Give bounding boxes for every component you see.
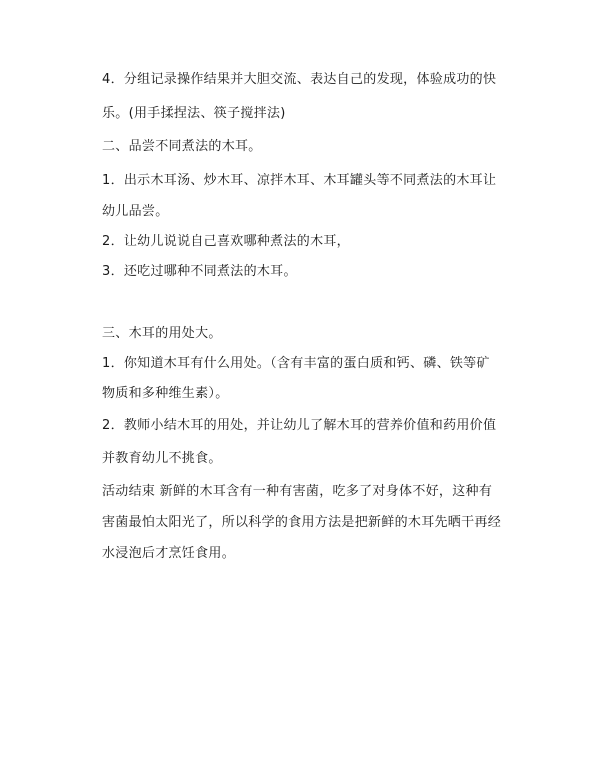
paragraph-line-2-3: 3．还吃过哪种不同煮法的木耳。 xyxy=(102,264,297,279)
paragraph-line-step4-cont: 乐。(用手揉捏法、筷子搅拌法) xyxy=(102,106,286,121)
paragraph-line-conclusion-cont: 害菌最怕太阳光了，所以科学的食用方法是把新鲜的木耳先晒干再经 xyxy=(102,515,502,530)
paragraph-line-2-2: 2．让幼儿说说自己喜欢哪种煮法的木耳， xyxy=(102,234,350,249)
paragraph-line-2-1: 1．出示木耳汤、炒木耳、凉拌木耳、木耳罐头等不同煮法的木耳让 xyxy=(102,173,497,188)
paragraph-line-conclusion: 活动结束 新鲜的木耳含有一种有害菌，吃多了对身体不好，这种有 xyxy=(102,484,493,499)
paragraph-line-conclusion-end: 水浸泡后才烹饪食用。 xyxy=(102,546,236,561)
section-heading-3: 三、木耳的用处大。 xyxy=(102,326,222,341)
paragraph-line-step4: 4．分组记录操作结果并大胆交流、表达自己的发现，体验成功的快 xyxy=(102,72,497,87)
paragraph-line-3-1: 1．你知道木耳有什么用处。（含有丰富的蛋白质和钙、磷、铁等矿 xyxy=(102,356,490,371)
paragraph-line-3-2-cont: 并教育幼儿不挑食。 xyxy=(102,451,222,466)
section-heading-2: 二、品尝不同煮法的木耳。 xyxy=(102,139,262,154)
paragraph-line-2-1-cont: 幼儿品尝。 xyxy=(102,204,169,219)
paragraph-line-3-2: 2．教师小结木耳的用处，并让幼儿了解木耳的营养价值和药用价值 xyxy=(102,418,497,433)
paragraph-line-3-1-cont: 物质和多种维生素）。 xyxy=(102,386,229,401)
